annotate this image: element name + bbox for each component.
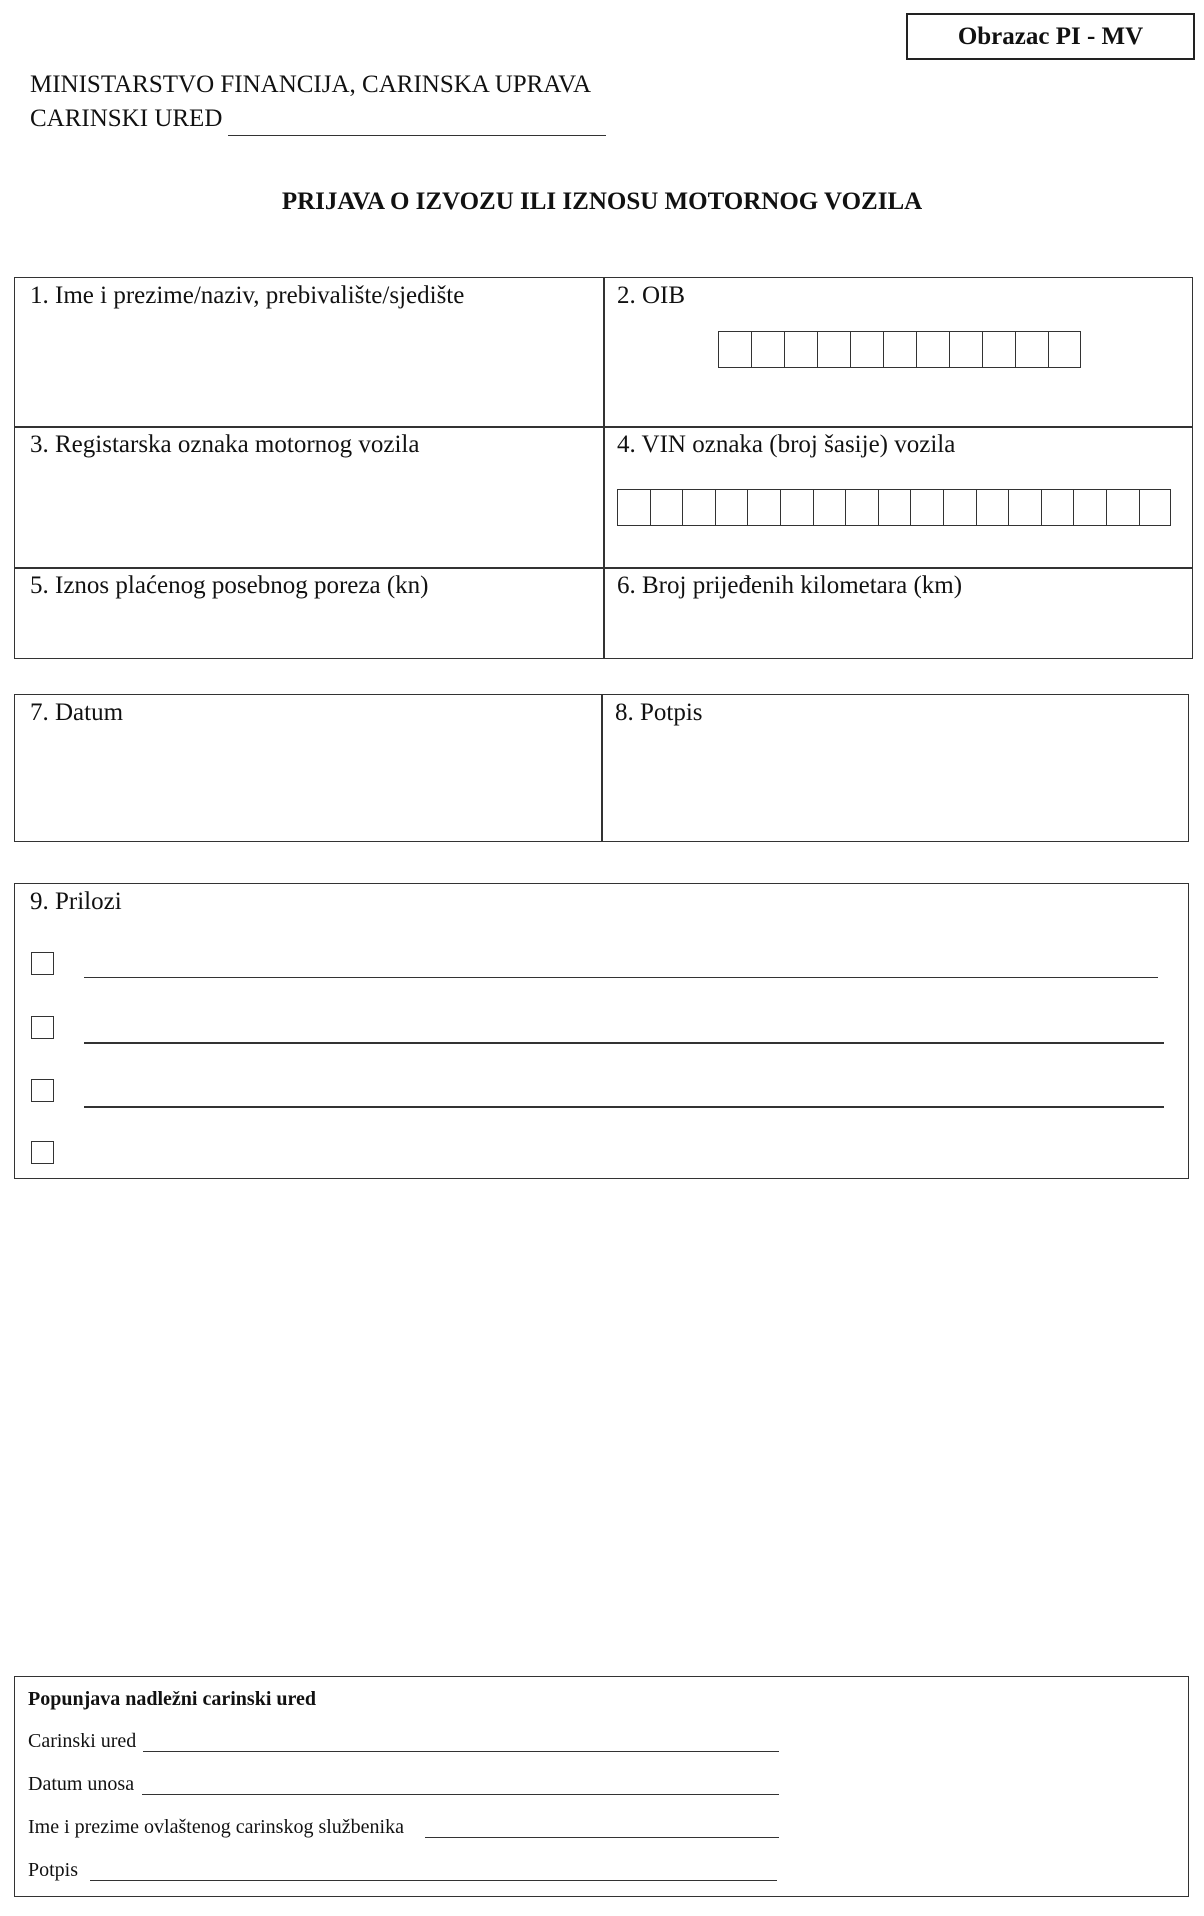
field-3-label: 3. Registarska oznaka motornog vozila <box>30 431 420 458</box>
vin-digit-box[interactable] <box>845 489 878 526</box>
ministry-name: MINISTARSTVO FINANCIJA, CARINSKA UPRAVA <box>30 71 592 98</box>
customs-office-row <box>30 102 606 136</box>
vin-digit-box[interactable] <box>813 489 846 526</box>
oib-digit-box[interactable] <box>982 331 1015 368</box>
oib-digit-box[interactable] <box>1015 331 1048 368</box>
field-5-label: 5. Iznos plaćenog posebnog poreza (kn) <box>30 572 429 599</box>
vin-digit-box[interactable] <box>1041 489 1074 526</box>
oib-digit-box[interactable] <box>850 331 883 368</box>
oib-digit-box[interactable] <box>784 331 817 368</box>
officer-name-label: Ime i prezime ovlaštenog carinskog službenika <box>28 1816 404 1838</box>
field-6-label: 6. Broj prijeđenih kilometara (km) <box>617 572 963 599</box>
oib-digit-box[interactable] <box>916 331 949 368</box>
vin-digit-box[interactable] <box>1106 489 1139 526</box>
oib-input[interactable] <box>718 331 1081 368</box>
attachment-checkbox[interactable] <box>31 1079 54 1102</box>
attachment-checkbox[interactable] <box>31 952 54 975</box>
vin-digit-box[interactable] <box>1073 489 1106 526</box>
vin-digit-box[interactable] <box>682 489 715 526</box>
office-signature-input[interactable] <box>90 1880 777 1881</box>
customs-office-label: CARINSKI URED <box>30 105 223 132</box>
officer-name-input[interactable] <box>425 1837 779 1838</box>
vin-digit-box[interactable] <box>715 489 748 526</box>
field-2-label: 2. OIB <box>617 282 686 309</box>
attachment-line[interactable] <box>84 977 1158 978</box>
attachment-line[interactable] <box>84 1042 1164 1044</box>
vin-digit-box[interactable] <box>1008 489 1041 526</box>
document-title: PRIJAVA O IZVOZU ILI IZNOSU MOTORNOG VOZILA <box>281 188 923 215</box>
customs-office-input[interactable] <box>228 109 606 136</box>
office-signature-label: Potpis <box>28 1859 79 1881</box>
vin-digit-box[interactable] <box>878 489 911 526</box>
vin-digit-box[interactable] <box>1139 489 1172 526</box>
vin-digit-box[interactable] <box>910 489 943 526</box>
vin-digit-box[interactable] <box>617 489 650 526</box>
special-tax-field[interactable] <box>16 606 602 657</box>
entry-date-label: Datum unosa <box>28 1773 135 1795</box>
vin-digit-box[interactable] <box>747 489 780 526</box>
kilometers-field[interactable] <box>605 606 1191 657</box>
vin-digit-box[interactable] <box>943 489 976 526</box>
attachment-checkbox[interactable] <box>31 1141 54 1164</box>
oib-digit-box[interactable] <box>817 331 850 368</box>
attachment-line[interactable] <box>84 1106 1164 1108</box>
oib-digit-box[interactable] <box>1048 331 1081 368</box>
oib-digit-box[interactable] <box>949 331 982 368</box>
signature-field[interactable] <box>603 734 1187 840</box>
office-section-title: Popunjava nadležni carinski ured <box>28 1688 317 1710</box>
field-8-label: 8. Potpis <box>615 699 703 726</box>
vin-digit-box[interactable] <box>976 489 1009 526</box>
attachment-checkbox[interactable] <box>31 1016 54 1039</box>
vin-digit-box[interactable] <box>650 489 683 526</box>
vin-digit-box[interactable] <box>780 489 813 526</box>
date-field[interactable] <box>16 734 600 840</box>
ministry-header <box>30 68 606 136</box>
office-customs-label: Carinski ured <box>28 1730 137 1752</box>
attachments-table <box>14 883 1189 1179</box>
entry-date-input[interactable] <box>142 1794 779 1795</box>
field-7-label: 7. Datum <box>30 699 124 726</box>
registration-field[interactable] <box>16 466 602 565</box>
office-customs-input[interactable] <box>143 1751 779 1752</box>
oib-digit-box[interactable] <box>718 331 751 368</box>
oib-digit-box[interactable] <box>883 331 916 368</box>
table-divider <box>14 426 1193 428</box>
field-9-label: 9. Prilozi <box>30 888 122 915</box>
field-1-label: 1. Ime i prezime/naziv, prebivalište/sjedište <box>30 282 465 309</box>
table-divider <box>14 567 1193 569</box>
vin-input[interactable] <box>617 489 1171 526</box>
name-address-field[interactable] <box>16 318 602 424</box>
oib-digit-box[interactable] <box>751 331 784 368</box>
form-code: Obrazac PI - MV <box>906 13 1195 60</box>
table-divider <box>603 277 605 659</box>
field-4-label: 4. VIN oznaka (broj šasije) vozila <box>617 431 956 458</box>
